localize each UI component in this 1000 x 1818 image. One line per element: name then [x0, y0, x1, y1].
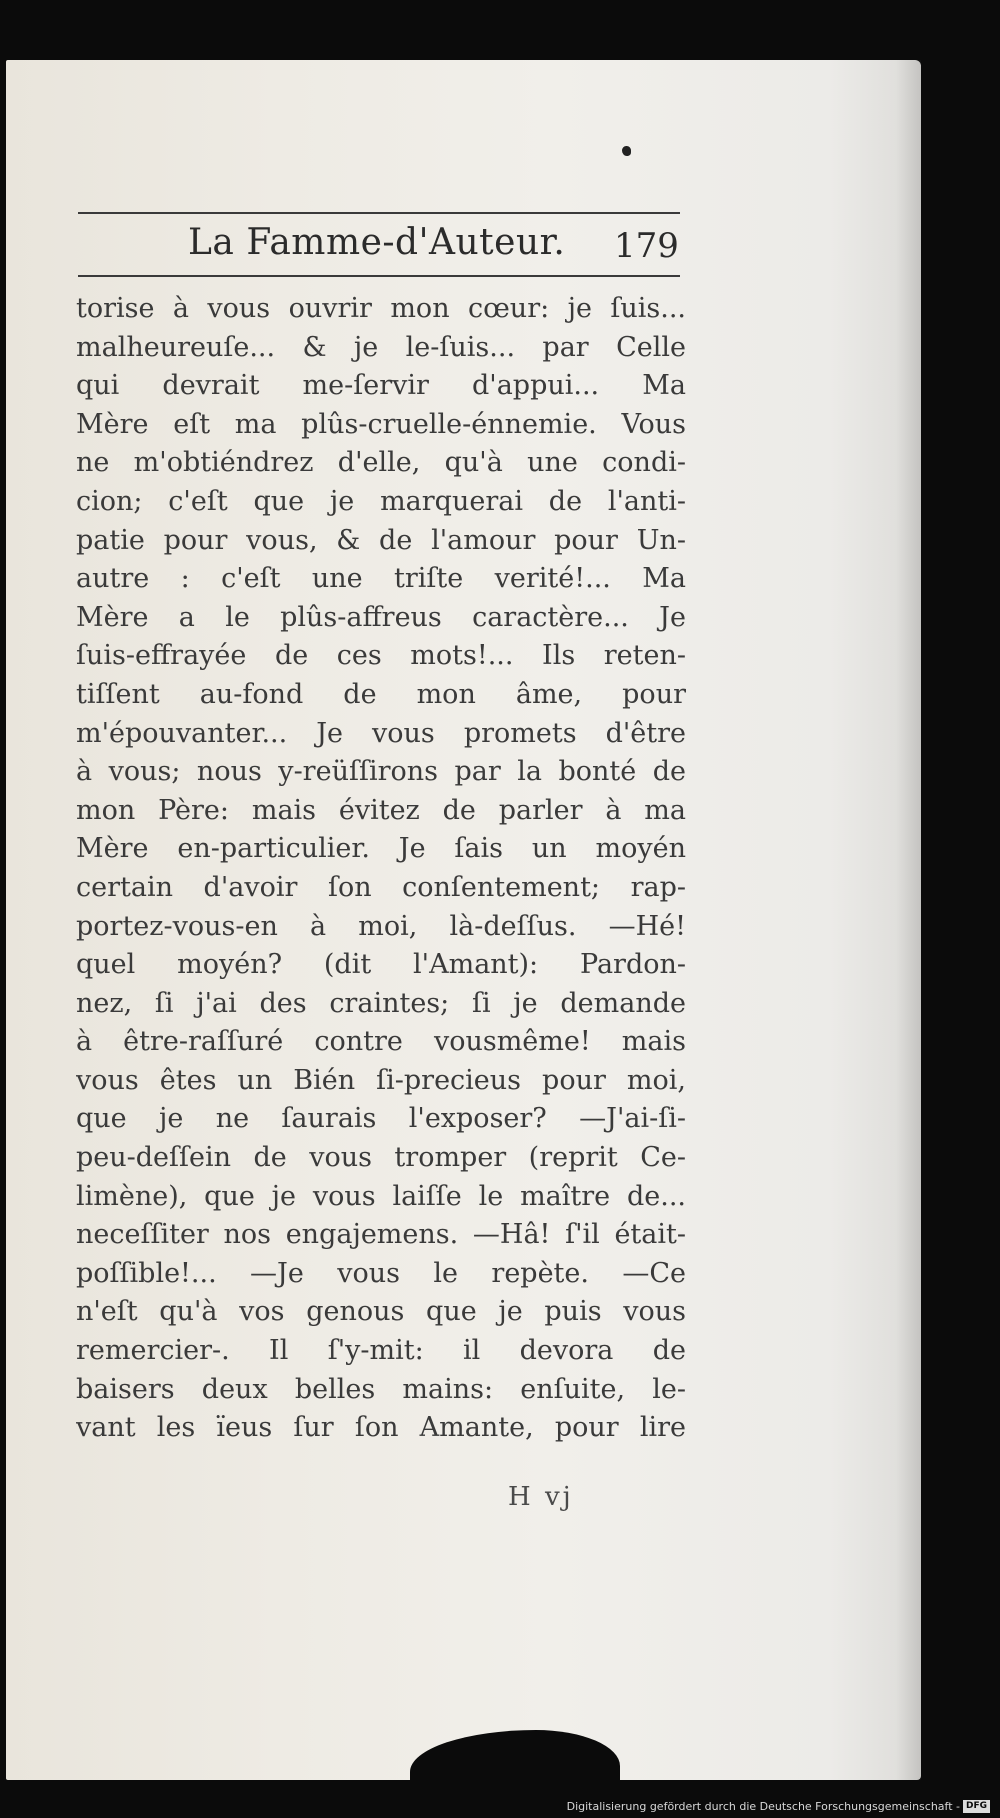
funding-text: Digitalisierung gefördert durch die Deutsche Forschungsgemeinschaft - [566, 1800, 960, 1813]
dfg-logo: DFG [963, 1800, 990, 1813]
text-line: vous êtes un Bién ſi-precieus pour moi, [76, 1064, 686, 1096]
header-rule-bottom [78, 275, 680, 277]
text-line: autre : c'eſt une triſte verité!... Ma [76, 563, 686, 595]
text-line: m'épouvanter... Je vous promets d'être [76, 717, 686, 749]
text-line: neceſſiter nos engajemens. —Hâ! ſ'il était- [76, 1219, 686, 1251]
text-line: ne m'obtiéndrez d'elle, qu'à une condi- [76, 447, 686, 479]
text-line: torise à vous ouvrir mon cœur: je ſuis... [76, 293, 686, 324]
text-line: peu-deſſein de vous tromper (reprit Ce- [76, 1142, 686, 1174]
text-line: tiſſent au-fond de mon âme, pour [76, 678, 686, 710]
text-line: Mère a le plûs-affreus caractère... Je [76, 601, 686, 633]
text-line: cion; c'eſt que je marquerai de l'anti- [76, 485, 686, 517]
funding-note [567, 1800, 990, 1813]
text-line: nez, ſi j'ai des craintes; ſi je demande [76, 987, 686, 1019]
text-line: poſſible!... —Je vous le repète. —Ce [76, 1257, 686, 1289]
text-line: à vous; nous y-reüſſirons par la bonté de [76, 756, 686, 788]
text-line: limène), que je vous laiſſe le maître de... [76, 1180, 686, 1212]
text-line: malheureuſe... & je le-ſuis... par Celle [76, 331, 686, 363]
text-line: que je ne ſaurais l'exposer? —J'ai-ſi- [76, 1103, 686, 1135]
text-line: baisers deux belles mains: enſuite, le- [76, 1373, 686, 1405]
page-number: 179 [614, 226, 679, 266]
text-line: vant les ïeus ſur ſon Amante, pour lire [76, 1412, 686, 1444]
ink-spot [622, 146, 631, 156]
text-line: certain d'avoir ſon conſentement; rap- [76, 871, 686, 903]
text-line: n'eſt qu'à vos genous que je puis vous [76, 1296, 686, 1328]
text-line: qui devrait me-ſervir d'appui... Ma [76, 370, 686, 402]
text-line: Mère eſt ma plûs-cruelle-énnemie. Vous [76, 408, 686, 440]
running-title: La Famme-d'Auteur. [188, 222, 566, 263]
text-line: Mère en-particulier. Je ſais un moyén [76, 833, 686, 865]
text-line: à être-raſſuré contre vousmême! mais [76, 1026, 686, 1058]
text-line: portez-vous-en à moi, là-deſſus. —Hé! [76, 910, 686, 942]
body-text [76, 290, 686, 1448]
signature-mark: H vj [508, 1482, 574, 1512]
text-line: mon Père: mais évitez de parler à ma [76, 794, 686, 826]
text-line: patie pour vous, & de l'amour pour Un- [76, 524, 686, 556]
text-line: remercier-. Il ſ'y-mit: il devora de [76, 1335, 686, 1367]
text-line: quel moyén? (dit l'Amant): Pardon- [76, 949, 686, 981]
header-rule-top [78, 212, 680, 214]
text-line: ſuis-effrayée de ces mots!... Ils reten- [76, 640, 686, 672]
